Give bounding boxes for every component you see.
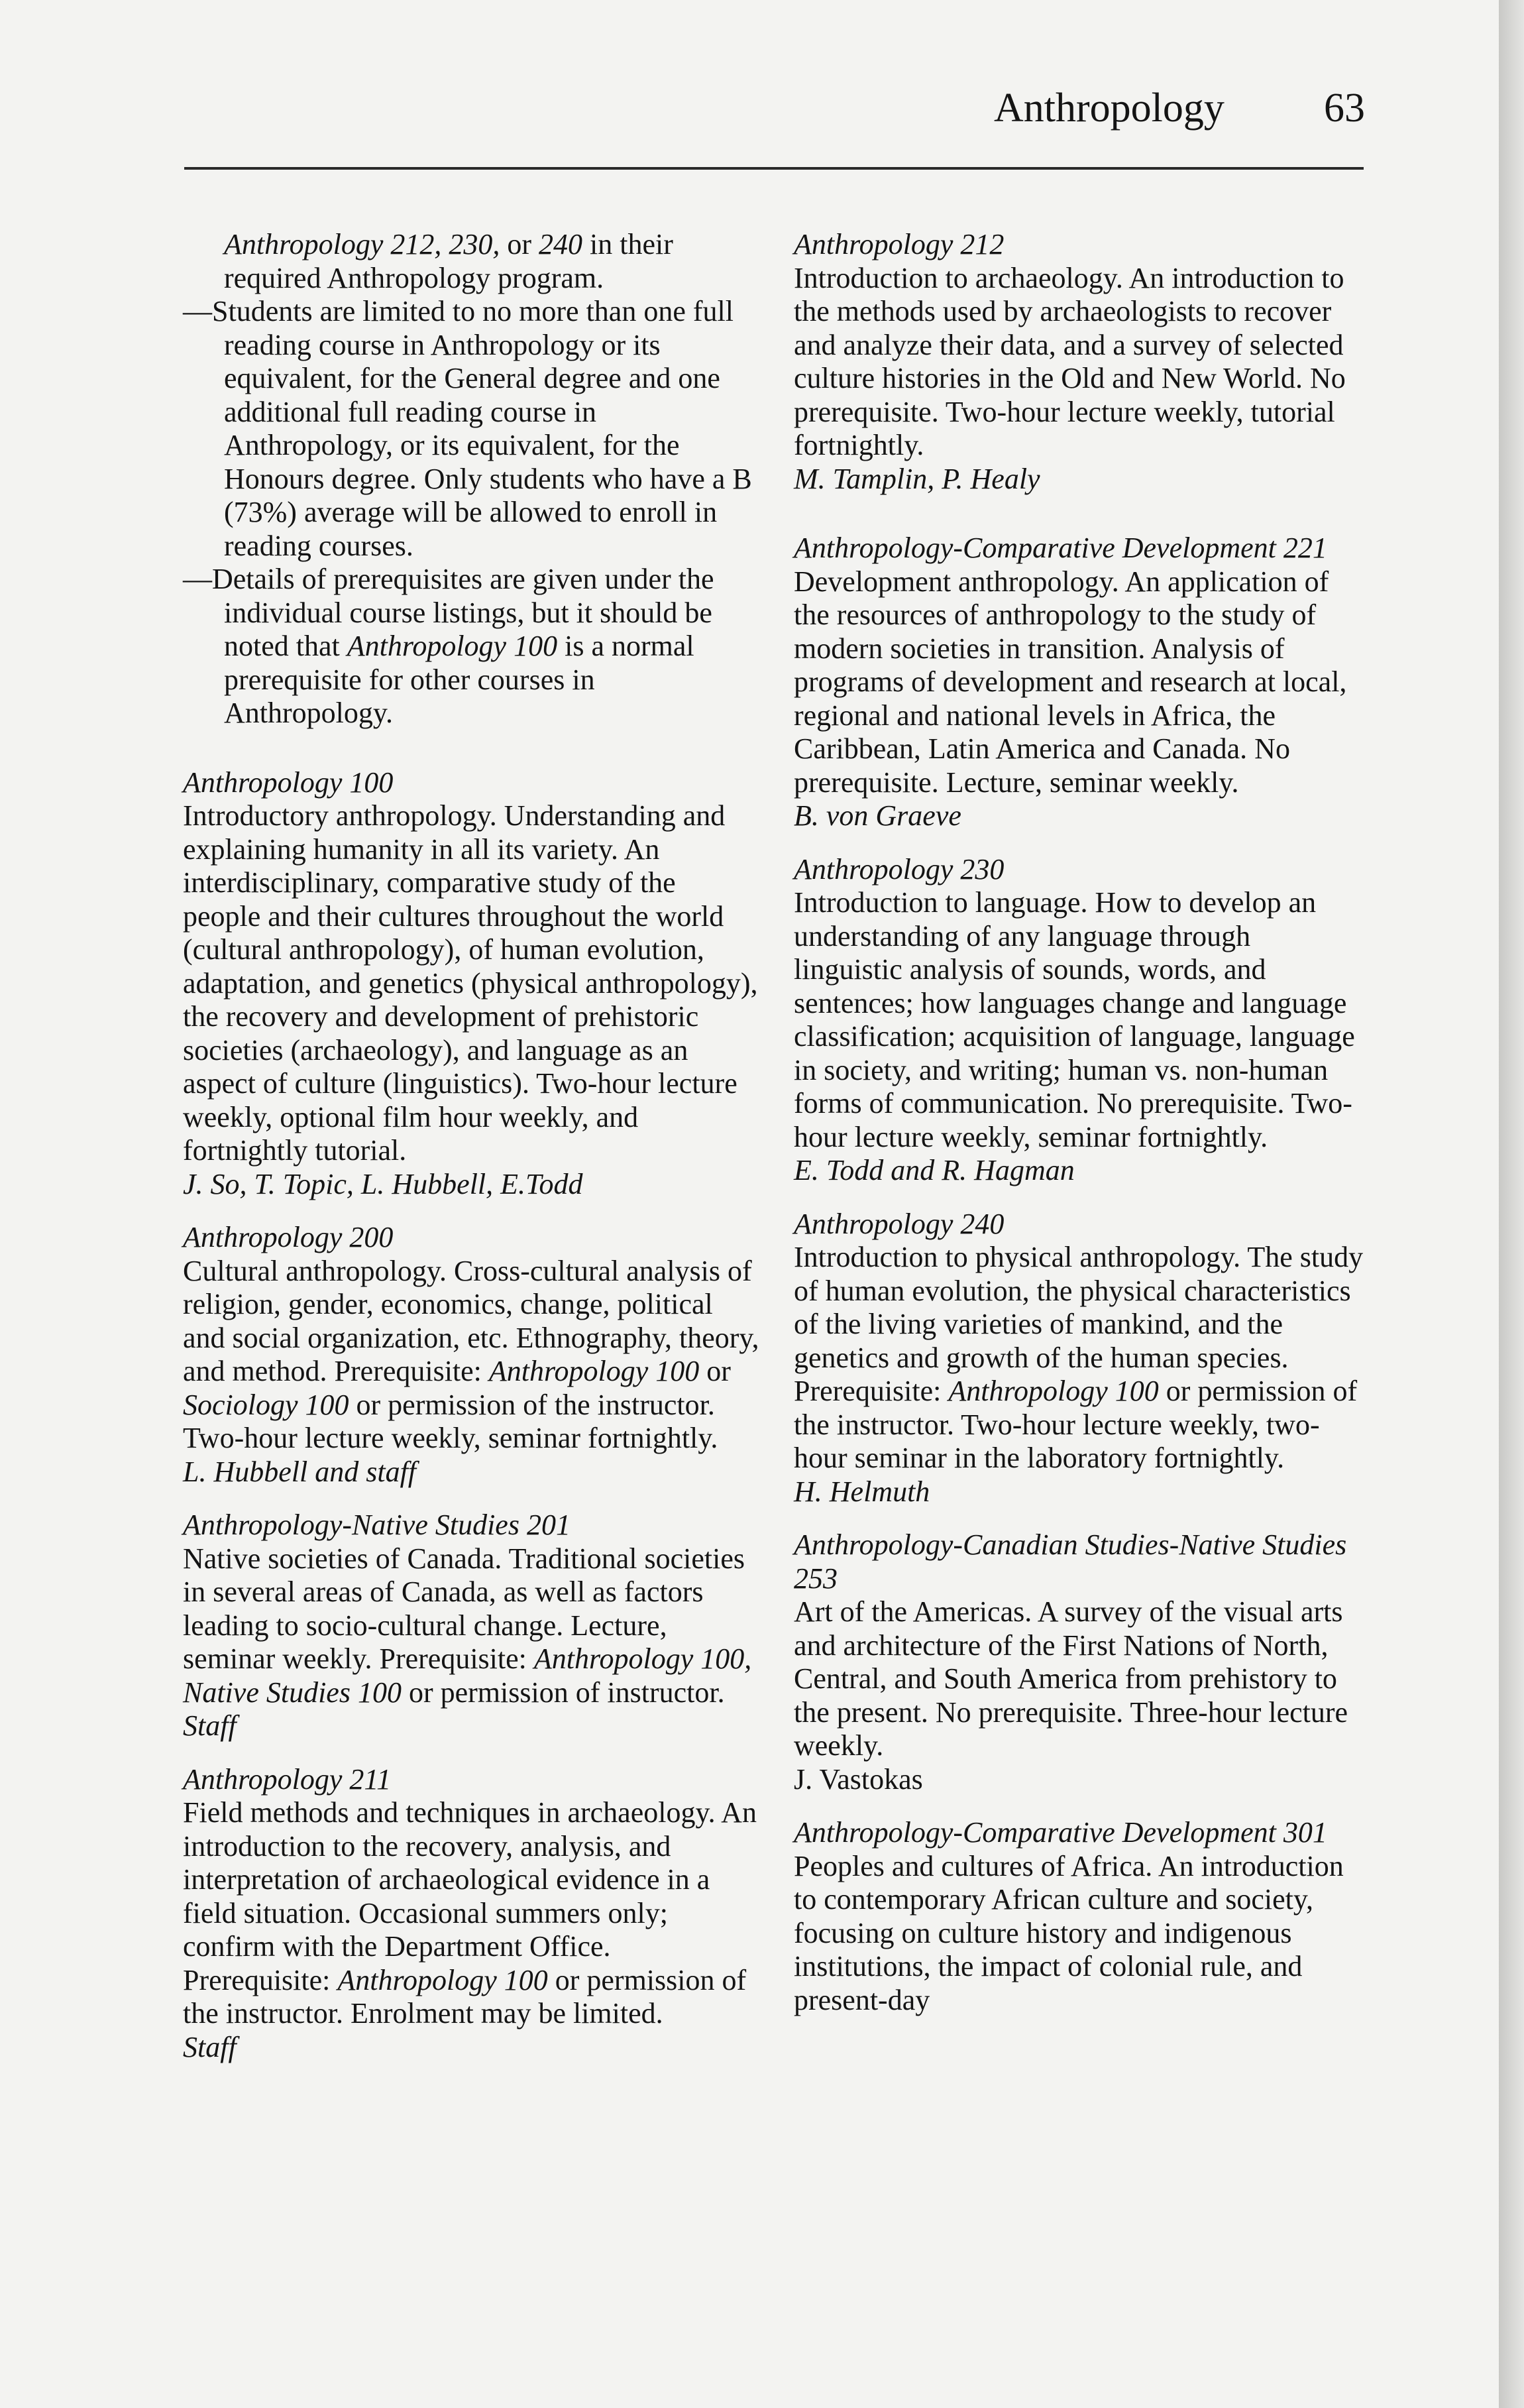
course-entry [183, 1509, 759, 1743]
right-column [794, 228, 1364, 2037]
course-heading: Anthropology 230 [794, 852, 1005, 886]
course-entry [794, 532, 1364, 833]
course-heading: Anthropology-Canadian Studies-Native Studies 253 [794, 1528, 1347, 1595]
course-instructors: Staff [183, 2030, 237, 2063]
course-entry [183, 766, 759, 1202]
course-instructors: J. Vastokas [794, 1762, 923, 1796]
course-description: Introduction to physical anthropology. The study of human evolution, the physical characteristics of the living varieties of mankind, and the genetics and growth of the human species. Prerequisite: Anthropology 100 or permission of the instructor. Two-hour lecture weekly, two-hour seminar in the laboratory fortnightly. [794, 1241, 1364, 1474]
running-header [994, 78, 1365, 138]
note-reading-courses: —Students are limited to no more than one full reading course in Anthropology or its equivalent, for the General degree and one additional full reading course in Anthropology, or its equivalent, for the Honours degree. Only students who have a B (73%) average will be allowed to enroll in reading courses. [183, 295, 752, 562]
header-rule [184, 167, 1364, 170]
course-description: Native societies of Canada. Traditional societies in several areas of Canada, as well as factors leading to socio-cultural change. Lecture, seminar weekly. Prerequisite: Anthropology 100, Native Studies 100 or permission of instructor. [183, 1542, 752, 1709]
course-heading: Anthropology 211 [183, 1762, 392, 1796]
notes-continuation: Anthropology 212, 230, or 240 in their required Anthropology program. [224, 228, 673, 294]
course-description: Introduction to archaeology. An introduction to the methods used by archaeologists to recover and analyze their data, and a survey of selected culture histories in the Old and New World. No prerequisite. Two-hour lecture weekly, tutorial fortnightly. [794, 261, 1346, 461]
course-instructors: J. So, T. Topic, L. Hubbell, E.Todd [183, 1167, 583, 1200]
course-entry [794, 1816, 1364, 2017]
course-instructors: H. Helmuth [794, 1475, 930, 1508]
course-entry [794, 853, 1364, 1188]
section-title: Anthropology [994, 86, 1225, 131]
program-notes [183, 228, 759, 730]
course-description: Cultural anthropology. Cross-cultural analysis of religion, gender, economics, change, political and social organization, etc. Ethnography, theory, and method. Prerequisite: Anthropology 100 or Sociology 100 or permission of the instructor. Two-hour lecture weekly, seminar fortnightly. [183, 1254, 759, 1454]
course-heading: Anthropology-Comparative Development 221 [794, 532, 1327, 564]
course-description: Development anthropology. An application of the resources of anthropology to the study of modern societies in transition. Analysis of programs of development and research at local, regional and national levels in Africa, the Caribbean, Latin America and Canada. No prerequisite. Lecture, seminar weekly. [794, 565, 1347, 799]
course-description: Introductory anthropology. Understanding and explaining humanity in all its variety. An interdisciplinary, comparative study of the people and their cultures throughout the world (cultural anthropology), of human evolution, adaptation, and genetics (physical anthropology), the recovery and development of prehistoric societies (archaeology), and language as an aspect of culture (linguistics). Two-hour lecture weekly, optional film hour weekly, and fortnightly tutorial. [183, 799, 758, 1167]
left-column [183, 228, 759, 2084]
course-description: Field methods and techniques in archaeology. An introduction to the recovery, analysis, and interpretation of archaeological evidence in a field situation. Occasional summers only; confirm with the Department Office. Prerequisite: Anthropology 100 or permission of the instructor. Enrolment may be limited. [183, 1796, 757, 2030]
course-instructors: Staff [183, 1709, 237, 1742]
page-edge [1499, 0, 1524, 2408]
course-entry [794, 228, 1364, 496]
note-prerequisites: —Details of prerequisites are given under the individual course listings, but it should be noted that Anthropology 100 is a normal prerequisite for other courses in Anthropology. [183, 563, 714, 729]
course-entry [183, 1221, 759, 1489]
course-entry [183, 1763, 759, 2065]
course-heading: Anthropology-Native Studies 201 [183, 1509, 571, 1541]
course-heading: Anthropology 100 [183, 766, 394, 799]
course-description: Introduction to language. How to develop an understanding of any language through linguistic analysis of sounds, words, and sentences; how languages change and language classification; acquisition of language, language in society, and writing; human vs. non-human forms of communication. No prerequisite. Two-hour lecture weekly, seminar fortnightly. [794, 886, 1355, 1153]
page-number: 63 [1324, 86, 1365, 131]
course-instructors: E. Todd and R. Hagman [794, 1154, 1075, 1186]
course-heading: Anthropology 200 [183, 1221, 394, 1253]
course-heading: Anthropology 212 [794, 228, 1005, 260]
course-heading: Anthropology 240 [794, 1207, 1005, 1240]
course-description: Art of the Americas. A survey of the visual arts and architecture of the First Nations of North, Central, and South America from prehistory to the present. No prerequisite. Three-hour lecture weekly. [794, 1595, 1348, 1762]
course-entry [794, 1208, 1364, 1509]
course-instructors: L. Hubbell and staff [183, 1455, 417, 1488]
course-instructors: M. Tamplin, P. Healy [794, 462, 1040, 495]
course-heading: Anthropology-Comparative Development 301 [794, 1816, 1327, 1849]
course-entry [794, 1528, 1364, 1796]
course-instructors: B. von Graeve [794, 799, 961, 832]
course-description: Peoples and cultures of Africa. An introduction to contemporary African culture and society, focusing on culture history and indigenous institutions, the impact of colonial rule, and present-day [794, 1849, 1344, 2016]
